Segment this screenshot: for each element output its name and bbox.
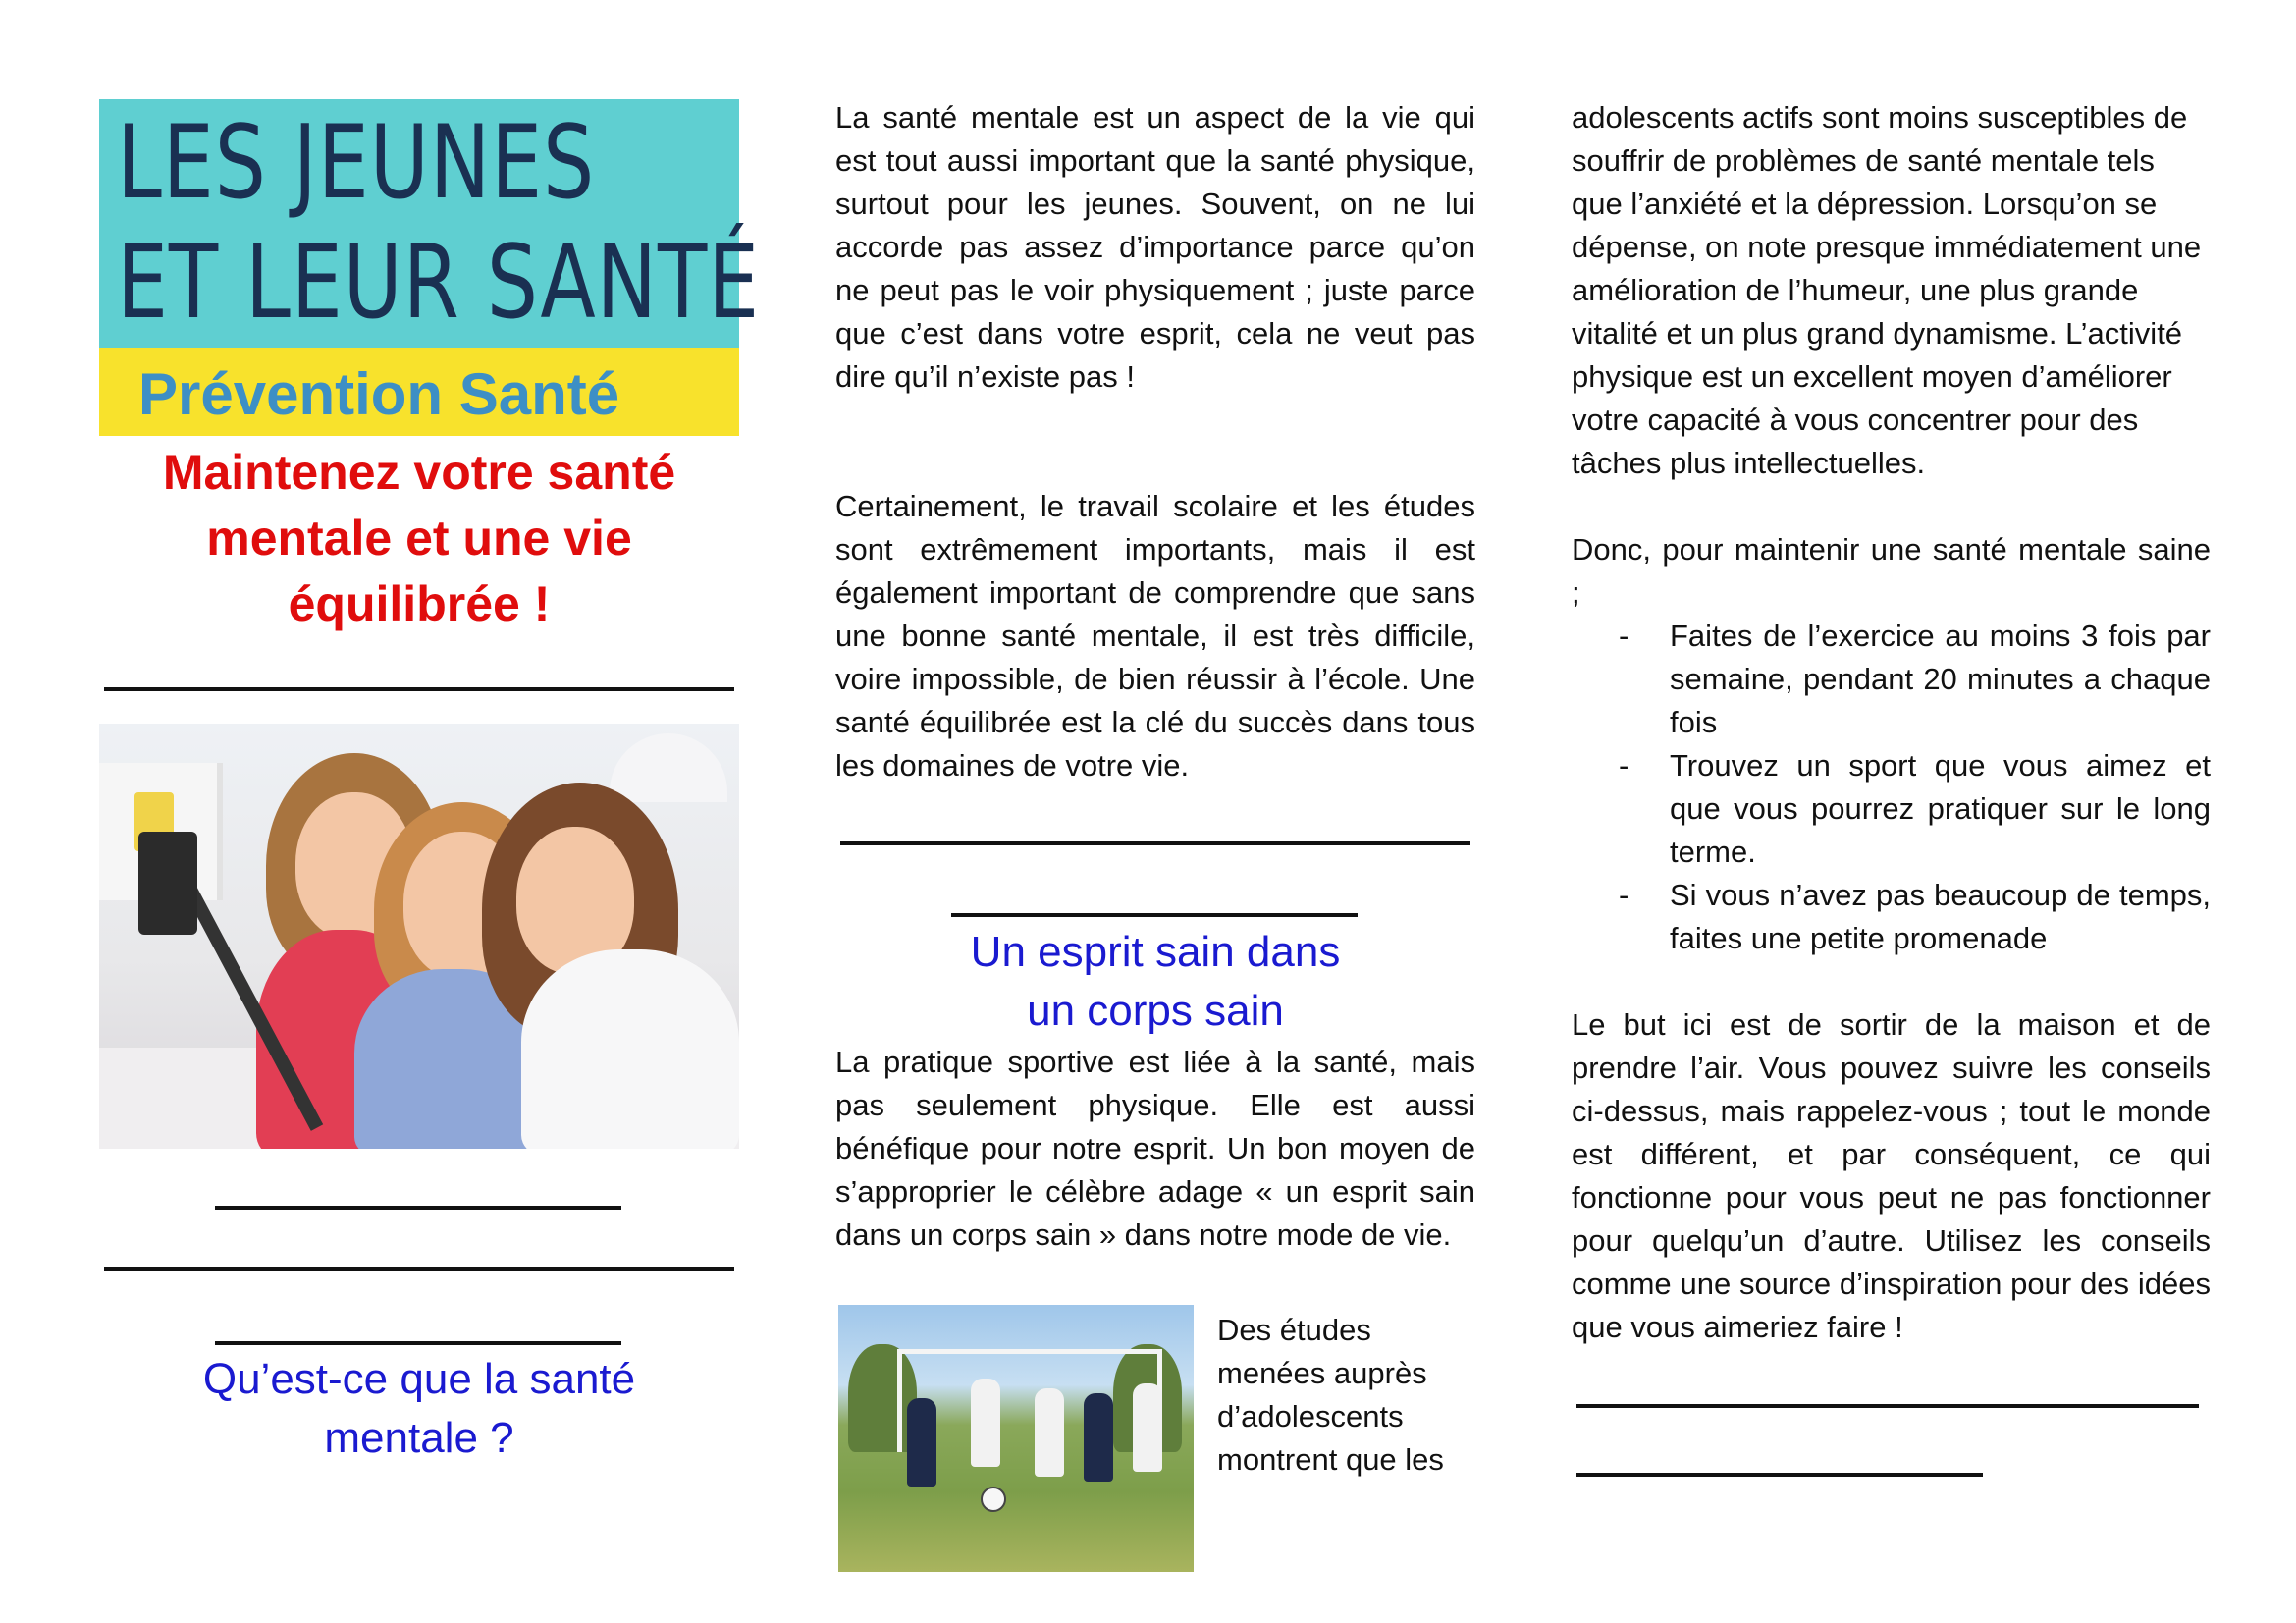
school-paragraph: Certainement, le travail scolaire et les études sont extrêmement importants, mais il est également important de comprendre que sans une bonne santé mentale, il est très difficile, voire impossible, de bien réussir à l’école. Une santé équilibrée est la clé du succès dans tous les domaines de votre vie.	[835, 489, 1475, 783]
divider-rule	[1576, 1404, 2199, 1408]
bullet-dash: -	[1619, 878, 1629, 912]
photo-player	[971, 1379, 1000, 1467]
photo-phone	[138, 832, 197, 935]
photo-ball	[981, 1487, 1006, 1512]
advice-item-text: Trouvez un sport que vous aimez et que vous pourrez pratiquer sur le long terme.	[1670, 748, 2211, 869]
advice-item-text: Faites de l’exercice au moins 3 fois par semaine, pendant 20 minutes a chaque fois	[1670, 619, 2211, 739]
photo-player	[1035, 1388, 1064, 1477]
banner-subtitle: Prévention Santé	[138, 361, 620, 427]
divider-rule	[951, 913, 1358, 917]
photo-player	[1084, 1393, 1113, 1482]
divider-rule	[215, 1341, 621, 1345]
divider-rule	[840, 841, 1470, 845]
section-heading	[835, 923, 1475, 1041]
question-line: Qu’est-ce que la santé	[202, 1355, 636, 1403]
sport-paragraph: La pratique sportive est liée à la santé, mais pas seulement physique. Elle est aussi bénéfique pour notre esprit. Un bon moyen de s’approprier le célèbre adage « un esprit sain dans un corps sain » dans notre mode de vie.	[835, 1045, 1475, 1252]
divider-rule	[1576, 1473, 1983, 1477]
caption-line: d’adolescents	[1217, 1399, 1404, 1434]
caption-line: Des études	[1217, 1313, 1371, 1347]
headline-line: équilibrée !	[288, 576, 551, 631]
closing-paragraph: Le but ici est de sortir de la maison et de prendre l’air. Vous pouvez suivre les conseils ci-dessus, mais rappelez-vous ; tout le monde est différent, et par conséquent, ce qui fonctionne pour vous peut ne pas fonctionner pour quelqu’un d’autre. Utilisez les conseils comme une source d’inspiration pour des idées que vous aimeriez faire !	[1572, 1007, 2211, 1344]
banner-title-line1: LES JEUNES	[117, 104, 596, 222]
intro-paragraph: La santé mentale est un aspect de la vie qui est tout aussi important que la santé physique, surtout pour les jeunes. Souvent, on ne lui accorde pas assez d’importance parce qu’on ne peut pas le voir physiquement ; juste parce que c’est dans votre esprit, cela ne veut pas dire qu’il n’existe pas !	[835, 100, 1475, 394]
question-heading	[99, 1350, 739, 1468]
advice-list	[1572, 615, 2211, 960]
banner-title-line2: ET LEUR SANTÉ	[117, 224, 760, 342]
advice-item	[1572, 874, 2211, 960]
photo-body	[521, 949, 739, 1149]
section-heading-line: un corps sain	[1027, 987, 1284, 1035]
football-photo	[838, 1305, 1194, 1572]
caption-line: menées auprès	[1217, 1356, 1427, 1390]
banner-logo	[99, 99, 760, 436]
divider-rule	[104, 687, 734, 691]
divider-rule	[215, 1206, 621, 1210]
headline-line: Maintenez votre santé	[162, 445, 676, 500]
photo-lamp	[610, 733, 727, 802]
advice-item	[1572, 744, 2211, 874]
photo-goal	[897, 1349, 1162, 1452]
question-line: mentale ?	[324, 1414, 514, 1462]
advice-item-text: Si vous n’avez pas beaucoup de temps, faites une petite promenade	[1670, 878, 2211, 955]
banner-title-area	[99, 99, 760, 348]
divider-rule	[104, 1267, 734, 1271]
activity-paragraph: adolescents actifs sont moins susceptibles de souffrir de problèmes de santé mentale tels que l’anxiété et la dépression. Lorsqu’on se dépense, on note presque immédiatement une amélioration de l’humeur, une plus grande vitalité et un plus grand dynamisme. L’activité physique est un excellent moyen d’améliorer votre capacité à vous concentrer pour des tâches plus intellectuelles.	[1572, 100, 2202, 480]
section-heading-line: Un esprit sain dans	[970, 928, 1341, 976]
banner-subtitle-area	[99, 348, 739, 436]
main-headline	[99, 440, 739, 637]
bullet-dash: -	[1619, 748, 1629, 783]
girls-selfie-photo	[99, 724, 739, 1149]
photo-player	[1133, 1383, 1162, 1472]
photo-player	[907, 1398, 936, 1487]
advice-item	[1572, 615, 2211, 744]
caption-line: montrent que les	[1217, 1442, 1444, 1477]
headline-line: mentale et une vie	[206, 511, 632, 566]
advice-intro: Donc, pour maintenir une santé mentale saine ;	[1572, 532, 2211, 610]
study-caption	[1217, 1309, 1475, 1482]
bullet-dash: -	[1619, 619, 1629, 653]
